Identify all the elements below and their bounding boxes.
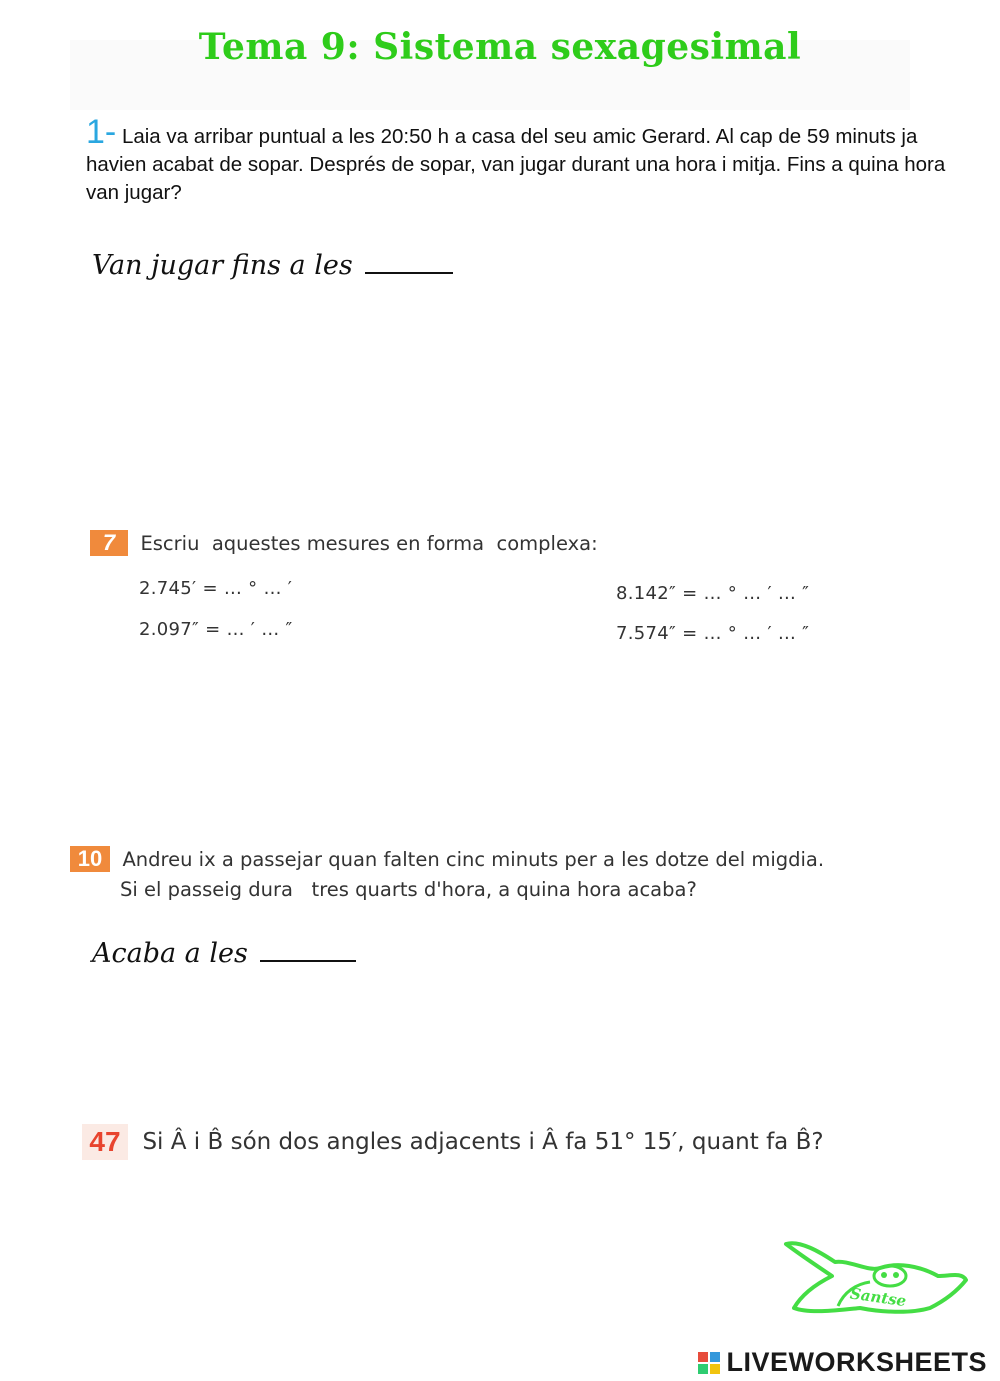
question-10-answer-label: Acaba a les [92,938,248,969]
liveworksheets-icon [698,1352,720,1374]
measure-item: 8.142″ = … ° … ′ … ″ [616,583,810,604]
question-10-line-2: Si el passeig dura tres quarts d'hora, a quina hora acaba? [120,878,697,901]
question-10-answer [92,938,356,969]
question-10 [70,846,824,872]
santse-logo-text: Santse [848,1284,908,1311]
question-10-answer-blank[interactable] [260,960,356,962]
measure-item: 2.097″ = … ′ … ″ [139,619,293,640]
page-title: Tema 9: Sistema sexagesimal [198,26,802,68]
liveworksheets-brand [698,1347,987,1377]
question-1-answer-blank[interactable] [365,272,453,274]
question-47-text: Si Â i B̂ són dos angles adjacents i Â fa 51° 15′, quant fa B̂? [142,1129,824,1155]
question-7-header [90,530,598,558]
question-1 [86,113,956,207]
question-7-badge: 7 [90,530,128,556]
santse-logo-drawing [780,1232,970,1322]
question-10-badge: 10 [70,846,110,872]
question-1-answer-label: Van jugar fins a les [92,250,353,281]
measure-item: 2.745′ = … ° … ′ [139,578,293,599]
question-47 [82,1124,824,1160]
question-47-badge: 47 [82,1124,128,1160]
question-7-prompt: Escriu aquestes mesures en forma complexa: [140,531,598,555]
question-1-number: 1- [86,113,117,151]
question-1-answer [92,250,453,281]
question-1-text: Laia va arribar puntual a les 20:50 h a casa del seu amic Gerard. Al cap de 59 minuts ja havien acabat de sopar. Després de sopar, van jugar durant una hora i mitja. Fins a quina hora van jugar? [86,125,946,204]
question-10-line-1: Andreu ix a passejar quan falten cinc minuts per a les dotze del migdia. [122,847,825,871]
measure-item: 7.574″ = … ° … ′ … ″ [616,623,810,644]
liveworksheets-text: LIVEWORKSHEETS [726,1347,987,1377]
santse-logo [780,1232,970,1322]
